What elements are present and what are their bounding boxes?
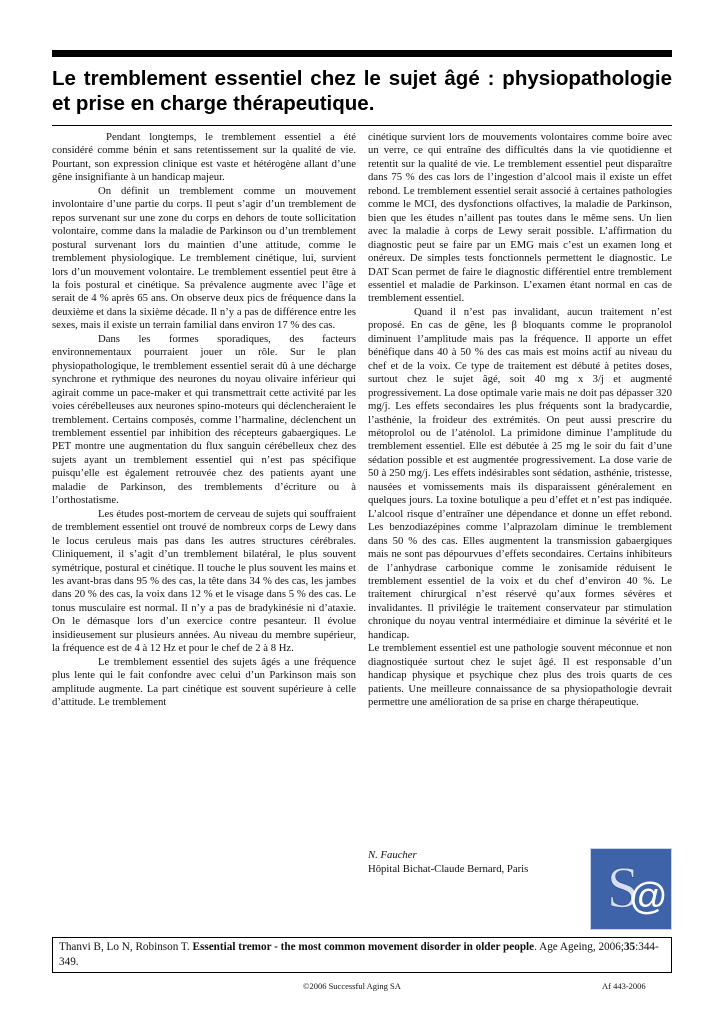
paragraph: Pendant longtemps, le tremblement essentiel a été considéré comme bénin et sans retentissement sur la qualité de vie. Pourtant, son expression clinique est vaste et hétérogène allant d’une gêne insignifiante à un handicap majeur. [52,131,356,184]
svg-text:S: S [607,855,640,920]
paragraph: Le tremblement essentiel des sujets âgés a une fréquence plus lente qui le fait confondre avec celui d’un Parkinson mais son amplitude augmente. La part cinétique est souvent supérieure à celle d’attitude. Le tremblement [52,655,356,709]
paragraph: On définit un tremblement comme un mouvement involontaire d’une partie du corps. Il peut s’agir d’un tremblement de repos survenant sur une zone du corps en dehors de toute sollicitation volontaire, comme dans la maladie de Parkinson ou d’un tremblement postural survenant lors du maintien d’une attitude, comme le tremblement physiologique. Le tremblement cinétique, lui, survient lors d’un mouvement volontaire. Le tremblement essentiel peut être à la fois postural et cinétique. Sa prévalence augmente avec l’âge et serait de 4 % après 65 ans. On observe deux pics de fréquence dans la deuxième et dans la sixième décade. Il n’y a pas de différence entre les sexes, mais il existe un terrain familial dans environ 17 % des cas. [52,184,356,332]
reference-box [52,937,672,973]
signature-block [368,848,528,876]
author-name: N. Faucher [368,849,417,861]
article-column-left [52,131,356,709]
logo-graphic [591,849,671,929]
successful-aging-logo [590,848,672,930]
author-affiliation: Hôpital Bichat-Claude Bernard, Paris [368,863,529,875]
reference-journal: . Age Ageing, 2006; [534,941,624,953]
reference-authors: Thanvi B, Lo N, Robinson T. [59,941,190,953]
article-title: Le tremblement essentiel chez le sujet âgé : physiopathologie et prise en charge thérapeutique. [52,67,672,115]
top-rule [52,50,672,57]
svg-text:@: @ [629,876,668,918]
paragraph: Quand il n’est pas invalidant, aucun traitement n’est proposé. En cas de gêne, les β bloquants comme le propranolol diminuent l’amplitude mais pas la fréquence. Il apporte un effet bénéfique dans 40 à 50 % des cas mais est moins actif au niveau du chef et de la voix. Ce type de traitement est débuté à petites doses, surtout chez le sujet âgé, soit 40 mg x 3/j et augmenté progressivement. La dose optimale varie mais ne doit pas dépasser 320 mg/j. Les effets secondaires les plus fréquents sont la bradycardie, l’asthénie, la froideur des extrémités. On peut aussi prescrire du métoprolol ou de l’aténolol. La primidone diminue l’amplitude du tremblement essentiel. Elle est débutée à 25 mg le soir du fait d’une sédation possible et est augmentée progressivement. La dose varie de 50 à 250 mg/j. Les effets indésirables sont sédation, asthénie, tristesse, nausées et vomissements mais ils disparaissent généralement en quelques jours. La toxine botulique a peu d’effet et n’est pas indiquée. L’alcool risque d’entraîner une dépendance et donne un effet rebond. Les benzodiazépines comme l’alprazolam diminue le tremblement dans 50 % des cas. Elles augmentent la transmission gabaergiques mais ne sont pas dépourvues d’effets secondaires. Certains inhibiteurs de l’anhydrase carbonique comme le zonisamide réduisent le tremblement essentiel de la voix et du chef d’environ 40 %. Le traitement chirurgical n’est réservé qu’aux formes sévères et invalidantes. Il privilégie le traitement conservateur par stimulation chronique du noyau ventral intermédiaire et diminue la sévérité et le handicap. [368,305,672,641]
title-underline [52,125,672,126]
footer-copyright: ©2006 Successful Aging SA [303,981,401,991]
article-column-right [368,131,672,709]
paragraph: Les études post-mortem de cerveau de sujets qui souffraient de tremblement essentiel ont trouvé de nombreux corps de Lewy dans le locus ceruleus mais pas dans les autres structures cérébrales. Cliniquement, il s’agit d’un tremblement bilatéral, le plus souvent symétrique, postural et cinétique. Il touche le plus souvent les mains et les avant-bras dans 95 % des cas, la tête dans 34 % des cas, les jambes dans 20 % des cas, la voix dans 12 % et le visage dans 5 % des cas. Le tonus musculaire est normal. Il n’y a pas de bradykinésie ni d’ataxie. On le démasque lors d’un exercice contre pesanteur. Il évolue insidieusement sur plusieurs années. Au niveau du membre supérieur, la fréquence est de 4 à 12 Hz et pour le chef de 2 à 8 Hz. [52,507,356,655]
paragraph-conclusion: Le tremblement essentiel est une pathologie souvent méconnue et non diagnostiquée surtout chez le sujet âgé. Il est responsable d’un handicap physique et psychique chez plus des trois quarts de ces patients. Une meilleure connaissance de sa physiopathologie devrait permettre une amélioration de sa prise en charge thérapeutique. [368,642,672,709]
paragraph-continued: cinétique survient lors de mouvements volontaires comme boire avec un verre, ce qui entraîne des difficultés dans la vie quotidienne et retentit sur la qualité de vie. Le tremblement essentiel peut disparaître dans 75 % des cas lors de l’ingestion d’alcool mais il existe un effet rebond. Le tremblement essentiel serait associé à certaines pathologies comme le MCI, des dysfonctions olfactives, la maladie de Parkinson, bien que les études n’aillent pas toutes dans le même sens. Un lien avec la maladie à corps de Lewy serait possible. L’affirmation du diagnostic peut se faire par un EMG mais c’est un examen long et onéreux. De simples tests fonctionnels permettent le diagnostic. Le DAT Scan permet de faire le diagnostic différentiel entre tremblement essentiel et maladie de Parkinson. L’examen étant normal en cas de tremblement essentiel. [368,131,672,305]
footer-document-code: Af 443-2006 [602,981,646,991]
reference-pages: :344-349. [59,941,659,968]
paragraph: Dans les formes sporadiques, des facteurs environnementaux pourraient jouer un rôle. Sur le plan physiopathologique, le tremblement essentiel serait dû à une décharge synchrone et rythmique des neurones du noyau olivaire inférieur qui agirait comme un pace-maker et qui transmettrait cette activité par les voies cérébelleuses aux neurones spino-moteurs qui déclencheraient le tremblement. Certains composés, comme l’harmaline, déclenchent un tremblement essentiel par inhibition des récepteurs gabaergiques. Le PET montre une augmentation du flux sanguin cérébelleux chez des sujets ayant un tremblement essentiel qui n’est pas spécifique puisqu’elle est également retrouvée chez des patients ayant une maladie de Parkinson, des tremblements d’écriture ou à l’orthostatisme. [52,332,356,507]
reference-volume: 35 [623,941,636,953]
reference-title: Essential tremor - the most common movement disorder in older people [192,941,535,953]
